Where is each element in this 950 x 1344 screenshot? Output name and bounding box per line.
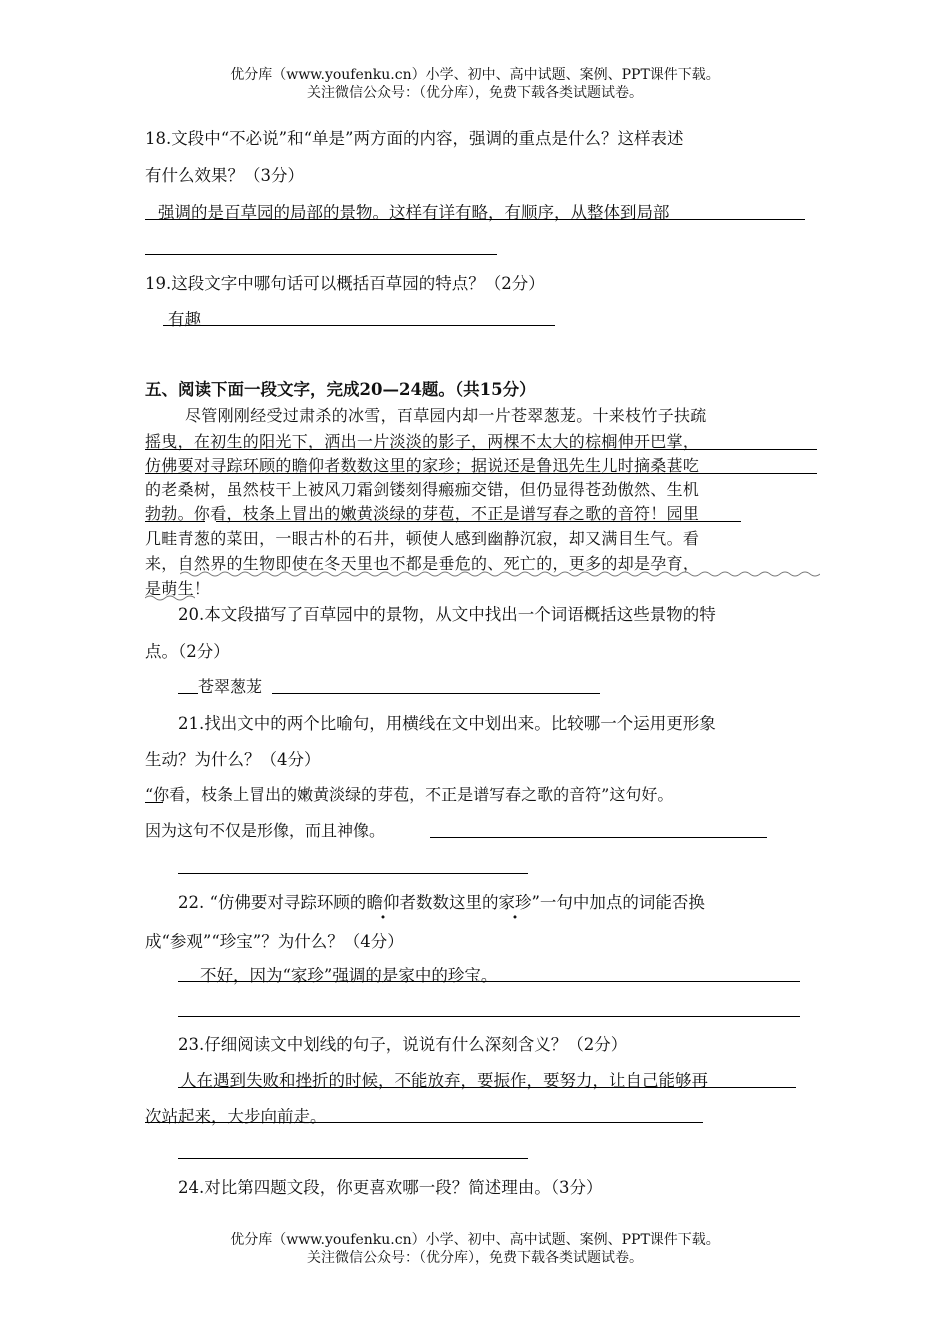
- q20-answer-line: [272, 693, 600, 694]
- q18-line2: 有什么效果？（3分）: [145, 166, 304, 185]
- q22-answer: 不好，因为“家珍”强调的是家中的珍宝。: [200, 966, 498, 985]
- passage-line-4: 的老桑树，虽然枝干上被风刀霜剑镂刻得瘢痂交错，但仍显得苍劲傲然、生机: [145, 480, 700, 499]
- passage-line-5: 勃勃。你看，枝条上冒出的嫩黄淡绿的芽苞，不正是谱写春之歌的音符！园里: [145, 504, 700, 523]
- q21-answer2: 因为这句不仅是形像，而且神像。: [145, 821, 386, 840]
- q20-answer: 苍翠葱茏: [198, 677, 263, 696]
- q22-dotted-word-2: 家珍: [498, 893, 532, 912]
- q24-question: 24.对比第四题文段，你更喜欢哪一段？简述理由。（3分）: [178, 1178, 603, 1197]
- q20-line1: 20.本文段描写了百草园中的景物，从文中找出一个词语概括这些景物的特: [178, 605, 716, 624]
- q23-answer-line3: [178, 1158, 528, 1159]
- passage-line-8: 是萌生！: [145, 579, 211, 598]
- page-footer-line1: 优分库（www.youfenku.cn）小学、初中、高中试题、案例、PPT课件下载。: [230, 1232, 720, 1248]
- q18-line1: 18.文段中“不必说”和“单是”两方面的内容，强调的重点是什么？这样表述: [145, 129, 684, 148]
- q21-answer-line2: [178, 873, 528, 874]
- passage-wavy-line-7: [180, 570, 820, 578]
- q20-line2: 点。（2分）: [145, 642, 230, 661]
- q18-answer-line2: [145, 254, 497, 255]
- q23-answer-line2: [145, 1122, 703, 1123]
- passage-underline-5a: [145, 521, 205, 522]
- q22-dotted-word-1: 瞻仰: [366, 893, 400, 912]
- q21-line2: 生动？为什么？（4分）: [145, 750, 321, 769]
- passage-line-1: 尽管刚刚经受过肃杀的冰雪，百草园内却一片苍翠葱茏。十来枝竹子扶疏: [185, 406, 707, 425]
- q23-answer2: 次站起来，大步向前走。: [145, 1107, 327, 1126]
- q23-answer-line1: [178, 1087, 796, 1088]
- q19-answer-line: [163, 325, 555, 326]
- page-header-line2: 关注微信公众号：（优分库），免费下载各类试题试卷。: [307, 85, 643, 101]
- q21-line1: 21.找出文中的两个比喻句，用横线在文中划出来。比较哪一个运用更形象: [178, 714, 716, 733]
- q21-answer1: “你看，枝条上冒出的嫩黄淡绿的芽苞，不正是谱写春之歌的音符”这句好。: [145, 785, 674, 804]
- q22-answer-line2: [178, 1016, 800, 1017]
- section5-title: 五、阅读下面一段文字，完成20—24题。（共15分）: [145, 380, 536, 399]
- q22-post: ”一句中加点的词能否换: [531, 893, 705, 912]
- passage-underline-5b: [216, 521, 741, 522]
- q22-num: 22.: [178, 893, 205, 912]
- page-footer-line2: 关注微信公众号：（优分库），免费下载各类试题试卷。: [307, 1250, 643, 1266]
- q21-answer-line1: [430, 837, 767, 838]
- passage-line-2: 摇曳，在初生的阳光下，洒出一片淡淡的影子，两棵不太大的棕榈伸开巴掌，: [145, 432, 700, 451]
- q22-line2: 成“参观”“珍宝”？为什么？（4分）: [145, 932, 404, 951]
- passage-line-3: 仿佛要对寻踪环顾的瞻仰者数数这里的家珍；据说还是鲁迅先生儿时摘桑葚吃: [145, 456, 700, 475]
- q18-answer-line1: [145, 219, 805, 220]
- passage-underline-3: [145, 473, 817, 474]
- passage-underline-2: [145, 449, 817, 450]
- q19-answer: 有趣: [168, 310, 201, 329]
- q20-answer-lead-line: [178, 693, 198, 694]
- passage-line-6: 几畦青葱的菜田，一眼古朴的石井，顿使人感到幽静沉寂，却又满目生气。看: [145, 529, 700, 548]
- q18-answer: 强调的是百草园的局部的景物。这样有详有略，有顺序，从整体到局部: [158, 203, 670, 222]
- q22-pre: “仿佛要对寻踪环顾的: [209, 893, 367, 912]
- q23-question: 23.仔细阅读文中划线的句子，说说有什么深刻含义？（2分）: [178, 1035, 628, 1054]
- q22-line1: [178, 889, 705, 913]
- q22-mid: 者数数这里的: [399, 893, 499, 912]
- page-header-line1: 优分库（www.youfenku.cn）小学、初中、高中试题、案例、PPT课件下载。: [230, 67, 720, 83]
- q22-answer-line1: [178, 981, 800, 982]
- q19-question: 19.这段文字中哪句话可以概括百草园的特点？（2分）: [145, 274, 545, 293]
- q23-answer1: 人在遇到失败和挫折的时候，不能放弃，要振作，要努力，让自己能够再: [180, 1071, 708, 1090]
- passage-line-7: 来，自然界的生物即使在冬天里也不都是垂危的、死亡的，更多的却是孕育，: [145, 554, 700, 573]
